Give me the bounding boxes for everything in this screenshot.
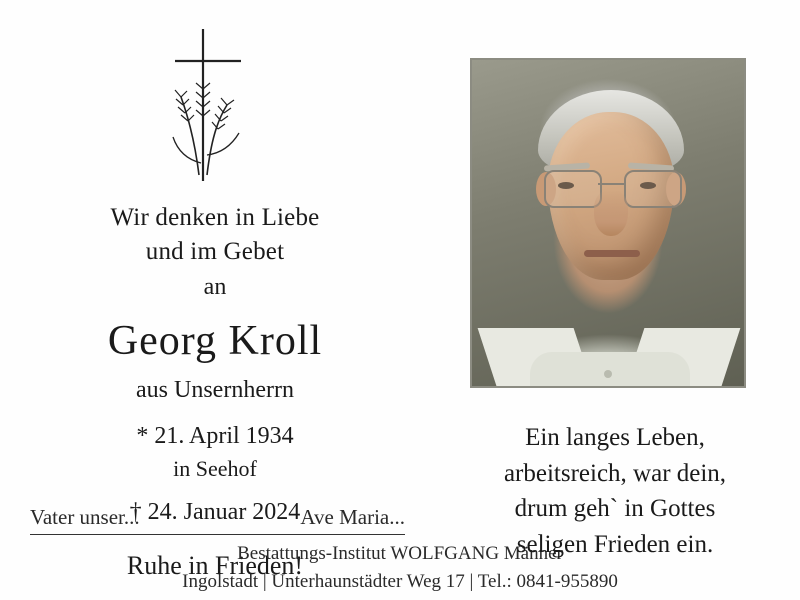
memorial-line-2: und im Gebet [145,237,285,265]
funeral-home-address: Ingolstadt | Unterhaunstädter Weg 17 | Tel.: 0841-955890 [182,570,618,592]
birth-date: * 21. April 1934 [136,422,294,449]
prayer-ave-maria: Ave Maria... [300,505,405,529]
origin-text: aus Unsernherrn [136,376,294,403]
nose-shape [594,190,628,236]
lens-right-shape [624,170,682,208]
portrait-frame [470,58,746,388]
birth-place: in Seehof [173,456,257,482]
right-column [430,0,800,600]
verse-line-1: Ein langes Leben, [525,424,705,451]
verse-line-2: arbeitsreich, war dein, [503,459,727,487]
verse-block [430,420,800,562]
divider [30,534,405,535]
left-column [30,20,400,584]
closing-text: Ruhe in Frieden! [126,551,304,581]
deceased-name: Georg Kroll [107,317,323,364]
lens-left-shape [544,170,602,208]
glasses-bridge-shape [598,183,624,185]
verse-line-3: drum geh` in Gottes [514,495,716,522]
memorial-line-1: Wir denken in Liebe [110,204,320,231]
cross-with-wheat-icon [30,20,400,195]
prayers-row [30,505,405,530]
portrait-photo [472,60,744,386]
prayer-vater-unser: Vater unser... [30,505,140,529]
funeral-home-name: Bestattungs-Institut WOLFGANG Männer [237,543,563,564]
mouth-shape [584,250,640,257]
memorial-line-3: an [203,273,227,300]
death-date: † 24. Januar 2024 [129,499,301,526]
shirt-button-shape [604,370,612,378]
verse-line-4: seligen Frieden ein. [516,530,714,558]
